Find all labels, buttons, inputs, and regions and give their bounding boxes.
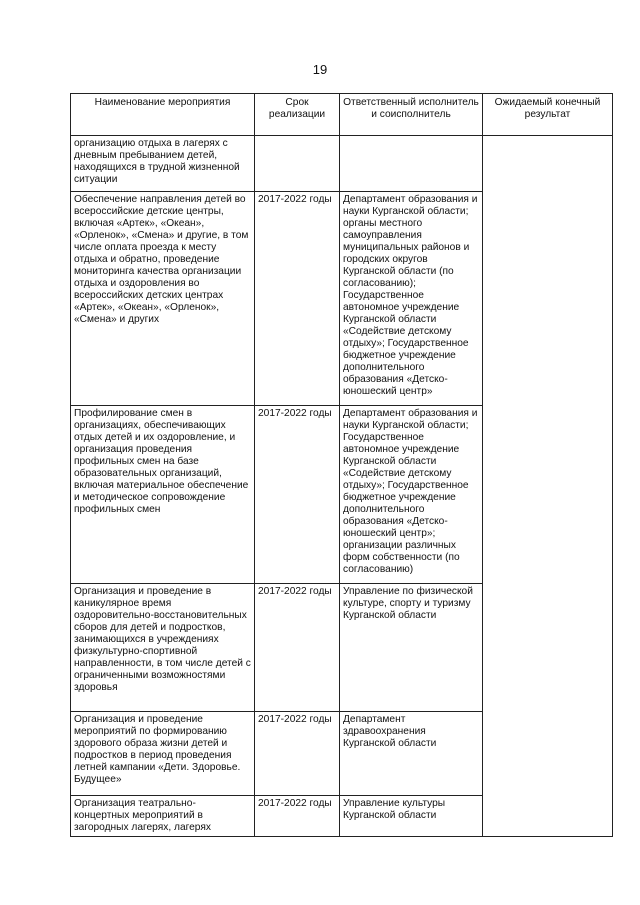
activity-term: 2017-2022 годы (255, 406, 340, 584)
activity-term: 2017-2022 годы (255, 796, 340, 837)
table-header-row (71, 94, 613, 136)
activities-table (70, 93, 613, 837)
activity-name: Организация и проведение в каникулярное время оздоровительно-восстановительных сборов для детей и подростков, занимающихся в учреждениях физкультурно-спортивной направленности, в том числе детей с ограниченными возможностями здоровья (71, 584, 255, 712)
activity-name: Организация театрально-концертных мероприятий в загородных лагерях, лагерях (71, 796, 255, 837)
activity-executor (340, 136, 483, 192)
table-row (71, 136, 613, 192)
header-term: Срок реализации (255, 94, 340, 136)
activity-term (255, 136, 340, 192)
activity-term: 2017-2022 годы (255, 584, 340, 712)
page-number: 19 (312, 62, 328, 77)
activity-term: 2017-2022 годы (255, 712, 340, 796)
header-result: Ожидаемый конечный результат (483, 94, 613, 136)
activity-name: организацию отдыха в лагерях с дневным пребыванием детей, находящихся в трудной жизненной ситуации (71, 136, 255, 192)
activity-name: Обеспечение направления детей во всероссийские детские центры, включая «Артек», «Океан», «Орленок», «Смена» и другие, в том числе оплата проезда к месту отдыха и обратно, проведение мониторинга качества организации отдыха и оздоровления во всероссийских детских центрах «Артек», «Океан», «Орленок», «Смена» и других (71, 192, 255, 406)
activity-executor: Департамент образования и науки Курганской области; органы местного самоуправления муниципальных районов и городских округов Курганской области (по согласованию); Государственное автономное учреждение Курганской области «Содействие детскому отдыху»; Государственное бюджетное учреждение дополнительного образования «Детско-юношеский центр» (340, 192, 483, 406)
activity-name: Профилирование смен в организациях, обеспечивающих отдых детей и их оздоровление, и организация проведения профильных смен на базе образовательных организаций, включая материальное обеспечение и методическое сопровождение профильных смен (71, 406, 255, 584)
activity-executor: Департамент образования и науки Курганской области; Государственное автономное учреждение Курганской области «Содействие детскому отдыху»; Государственное бюджетное учреждение дополнительного образования «Детско-юношеский центр»; организации различных форм собственности (по согласованию) (340, 406, 483, 584)
activity-executor: Управление по физической культуре, спорту и туризму Курганской области (340, 584, 483, 712)
expected-result-cell (483, 136, 613, 837)
header-name: Наименование мероприятия (71, 94, 255, 136)
header-executor: Ответственный исполнитель и соисполнитель (340, 94, 483, 136)
activity-executor: Департамент здравоохранения Курганской области (340, 712, 483, 796)
activity-name: Организация и проведение мероприятий по формированию здорового образа жизни детей и подростков в период проведения летней кампании «Дети. Здоровье. Будущее» (71, 712, 255, 796)
activity-term: 2017-2022 годы (255, 192, 340, 406)
activity-executor: Управление культуры Курганской области (340, 796, 483, 837)
